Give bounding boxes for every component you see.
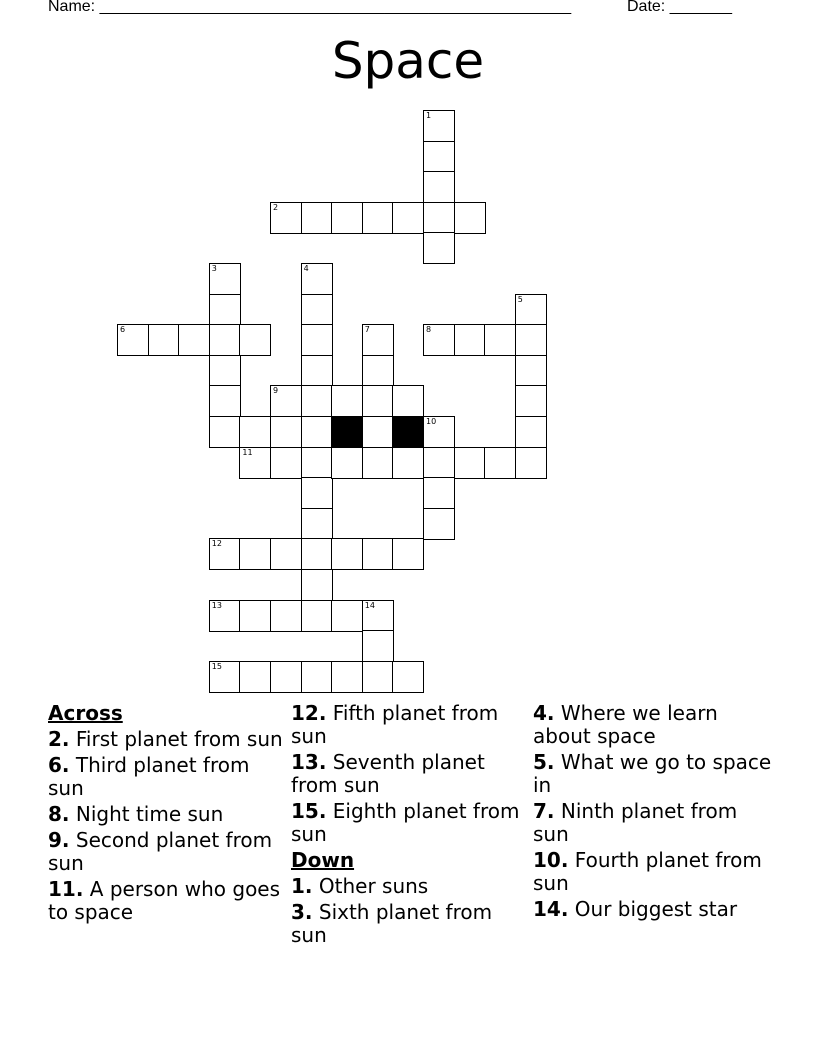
grid-cell[interactable]	[239, 538, 271, 570]
clue-text: Our biggest star	[574, 897, 738, 921]
clue-down-3	[291, 901, 526, 947]
grid-cell[interactable]	[454, 447, 486, 479]
clue-text: Third planet from sun	[48, 753, 250, 800]
grid-cell[interactable]	[209, 600, 241, 632]
grid-cell[interactable]	[362, 202, 394, 234]
cell-number: 2	[273, 202, 279, 212]
grid-cell[interactable]	[209, 661, 241, 693]
cell-number: 1	[426, 111, 432, 120]
clue-text: Where we learn about space	[533, 701, 718, 748]
clue-across-15	[291, 800, 526, 846]
clue-across-2	[48, 728, 283, 751]
grid-cell[interactable]	[484, 447, 516, 479]
grid-cell[interactable]	[301, 477, 333, 509]
clue-number: 11.	[48, 877, 84, 901]
clue-number: 10.	[533, 848, 569, 872]
cell-number: 14	[364, 600, 375, 610]
clue-text: Eighth planet from sun	[291, 799, 520, 846]
grid-cell[interactable]	[362, 324, 394, 356]
clue-number: 14.	[533, 897, 569, 921]
grid-cell[interactable]	[423, 477, 455, 509]
grid-cell[interactable]	[178, 324, 210, 356]
grid-cell[interactable]	[301, 508, 333, 540]
clue-text: Fifth planet from sun	[291, 701, 499, 748]
clue-number: 15.	[291, 799, 327, 823]
clues-column-3	[533, 702, 778, 924]
grid-cell[interactable]	[331, 202, 363, 234]
clue-down-5	[533, 751, 778, 797]
grid-cell[interactable]	[239, 661, 271, 693]
grid-cell[interactable]	[484, 324, 516, 356]
grid-cell[interactable]	[301, 202, 333, 234]
grid-cell[interactable]	[301, 294, 333, 326]
clue-text: Other suns	[318, 874, 429, 898]
cell-number: 7	[364, 325, 370, 335]
grid-cell[interactable]	[239, 324, 271, 356]
clue-across-9	[48, 829, 283, 875]
grid-block	[331, 416, 363, 448]
grid-cell[interactable]	[301, 600, 333, 632]
clue-number: 2.	[48, 727, 70, 751]
clue-across-6	[48, 754, 283, 800]
grid-cell[interactable]	[423, 141, 455, 173]
page-title: Space	[331, 32, 485, 90]
grid-cell[interactable]	[423, 416, 455, 448]
clue-across-13	[291, 751, 526, 797]
grid-cell[interactable]	[270, 447, 302, 479]
clue-number: 8.	[48, 802, 70, 826]
grid-cell[interactable]	[239, 600, 271, 632]
cell-number: 3	[211, 264, 217, 273]
grid-block	[392, 416, 424, 448]
cell-number: 13	[211, 600, 222, 610]
clue-number: 12.	[291, 701, 327, 725]
grid-cell[interactable]	[515, 447, 547, 479]
grid-cell[interactable]	[515, 385, 547, 417]
grid-cell[interactable]	[362, 385, 394, 417]
grid-cell[interactable]	[362, 538, 394, 570]
grid-cell[interactable]	[515, 416, 547, 448]
clue-text: Ninth planet from sun	[533, 799, 738, 846]
cell-number: 15	[211, 661, 222, 671]
clue-number: 13.	[291, 750, 327, 774]
clue-across-12	[291, 702, 526, 748]
grid-cell[interactable]	[209, 416, 241, 448]
across-heading: Across	[48, 701, 123, 725]
clue-text: Seventh planet from sun	[291, 750, 485, 797]
clue-text: Second planet from sun	[48, 828, 273, 875]
clue-text: What we go to space in	[533, 750, 772, 797]
grid-cell[interactable]	[331, 538, 363, 570]
clue-number: 3.	[291, 900, 313, 924]
grid-cell[interactable]	[423, 324, 455, 356]
clue-down-14	[533, 898, 778, 921]
grid-cell[interactable]	[392, 538, 424, 570]
cell-number: 10	[426, 417, 437, 426]
cell-number: 12	[211, 539, 222, 549]
grid-cell[interactable]	[301, 385, 333, 417]
grid-cell[interactable]	[301, 447, 333, 479]
clue-number: 4.	[533, 701, 555, 725]
down-heading: Down	[291, 848, 355, 872]
grid-cell[interactable]	[301, 355, 333, 387]
grid-cell[interactable]	[362, 447, 394, 479]
grid-cell[interactable]	[270, 385, 302, 417]
grid-cell[interactable]	[209, 385, 241, 417]
clue-down-7	[533, 800, 778, 846]
grid-cell[interactable]	[423, 110, 455, 142]
clue-text: A person who goes to space	[48, 877, 281, 924]
grid-cell[interactable]	[392, 447, 424, 479]
clues-column-2	[291, 702, 526, 950]
grid-cell[interactable]	[362, 630, 394, 662]
grid-cell[interactable]	[362, 355, 394, 387]
clue-across-8	[48, 803, 283, 826]
grid-cell[interactable]	[301, 324, 333, 356]
cell-number: 8	[426, 325, 432, 335]
clue-text: Sixth planet from sun	[291, 900, 493, 947]
clue-down-10	[533, 849, 778, 895]
grid-cell[interactable]	[270, 538, 302, 570]
clue-text: First planet from sun	[75, 727, 283, 751]
cell-number: 6	[120, 325, 126, 335]
grid-cell[interactable]	[209, 294, 241, 326]
grid-cell[interactable]	[270, 416, 302, 448]
grid-cell[interactable]	[301, 263, 333, 295]
grid-cell[interactable]	[515, 324, 547, 356]
grid-cell[interactable]	[392, 202, 424, 234]
clue-text: Fourth planet from sun	[533, 848, 762, 895]
cell-number: 5	[517, 294, 523, 304]
grid-cell[interactable]	[362, 661, 394, 693]
cell-number: 9	[273, 386, 279, 396]
grid-cell[interactable]	[362, 600, 394, 632]
grid-cell[interactable]	[301, 538, 333, 570]
grid-cell[interactable]	[423, 508, 455, 540]
grid-cell[interactable]	[331, 385, 363, 417]
grid-cell[interactable]	[454, 324, 486, 356]
clue-text: Night time sun	[75, 802, 224, 826]
grid-cell[interactable]	[270, 661, 302, 693]
grid-cell[interactable]	[515, 294, 547, 326]
clues-column-1	[48, 702, 283, 927]
grid-cell[interactable]	[270, 600, 302, 632]
grid-cell[interactable]	[331, 447, 363, 479]
clue-down-4	[533, 702, 778, 748]
grid-cell[interactable]	[148, 324, 180, 356]
clue-number: 1.	[291, 874, 313, 898]
grid-cell[interactable]	[423, 232, 455, 264]
grid-cell[interactable]	[423, 447, 455, 479]
grid-cell[interactable]	[423, 202, 455, 234]
grid-cell[interactable]	[301, 416, 333, 448]
grid-cell[interactable]	[209, 355, 241, 387]
grid-cell[interactable]	[331, 600, 363, 632]
grid-cell[interactable]	[301, 569, 333, 601]
clue-number: 9.	[48, 828, 70, 852]
clue-across-11	[48, 878, 283, 924]
grid-cell[interactable]	[515, 355, 547, 387]
grid-cell[interactable]	[423, 171, 455, 203]
grid-cell[interactable]	[209, 263, 241, 295]
grid-cell[interactable]	[239, 447, 271, 479]
grid-cell[interactable]	[362, 416, 394, 448]
grid-cell[interactable]	[209, 538, 241, 570]
date-field-label: Date: _______	[627, 0, 732, 15]
grid-cell[interactable]	[117, 324, 149, 356]
grid-cell[interactable]	[392, 661, 424, 693]
grid-cell[interactable]	[331, 661, 363, 693]
grid-cell[interactable]	[454, 202, 486, 234]
grid-cell[interactable]	[209, 324, 241, 356]
cell-number: 11	[242, 447, 253, 457]
grid-cell[interactable]	[239, 416, 271, 448]
grid-cell[interactable]	[301, 661, 333, 693]
clue-number: 6.	[48, 753, 70, 777]
grid-cell[interactable]	[270, 202, 302, 234]
clue-number: 5.	[533, 750, 555, 774]
grid-cell[interactable]	[392, 385, 424, 417]
clue-number: 7.	[533, 799, 555, 823]
name-field-label: Name: _____________________________________________________	[48, 0, 572, 15]
clue-down-1	[291, 875, 526, 898]
cell-number: 4	[303, 264, 309, 273]
